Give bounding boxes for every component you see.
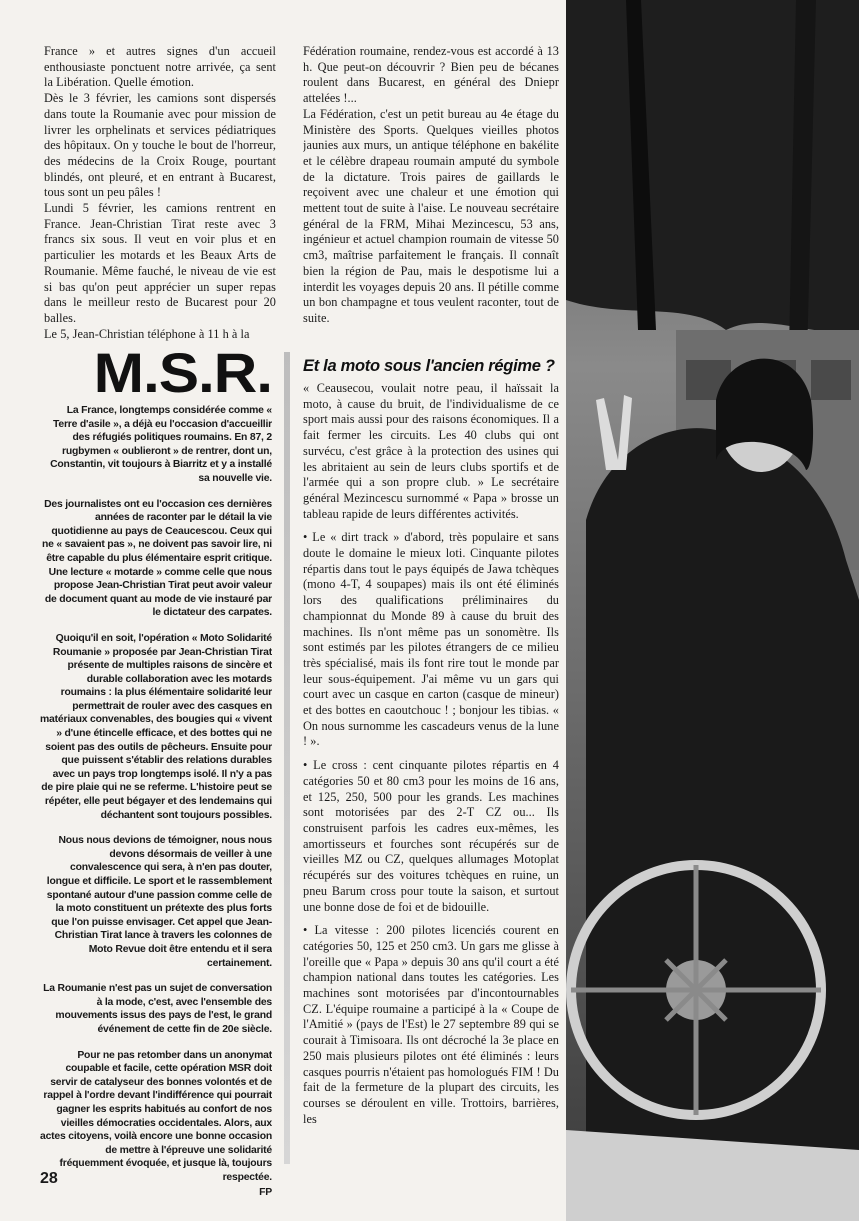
photo-illustration <box>566 0 859 1221</box>
sidebar-paragraph: Nous nous devions de témoigner, nous nous devons désormais de veiller à une convalescence qui sera, à n'en pas douter, longue et difficile. Le sport et le rassemblement spontané autour d'une passion comme celle de la moto constituent un prétexte des plus forts que l'on puisse envisager. Cet appel que Jean-Christian Tirat lance à travers les colonnes de Moto Revue doit être entendu et il sera certainement. <box>46 835 272 969</box>
middle-column-text <box>303 44 559 327</box>
paragraph: • Le « dirt track » d'abord, très populaire et sans doute le domaine le mieux loti. Cinquante pilotes répartis dans tout le pays équipés de Jawa tchèques (mono 4-T, 4 soupapes) mais ils ont été éliminés lors des qualifications préliminaires du championnat du Monde 89 à cause du bruit des machines. Ils n'ont même pas un sonomètre. Ils sont estimés par les pilotes étrangers de ce milieu très spécialisé, mais ils font rire tout le monde par leur sous-équipement. J'ai même vu un gars qui court avec un casque en carton (casque de mineur) et des bottes en caoutchouc ! ; bonjour les tibias. « On nous surnomme les cascadeurs venus de la lune ! ». <box>303 530 559 749</box>
sidebar-paragraph: Quoiqu'il en soit, l'opération « Moto Solidarité Roumanie » proposée par Jean-Christian Tirat présente de multiples raisons de sincère et durable collaboration avec les motards roumains : la plus élémentaire solidarité leur permettrait de rouler avec des casques en matériaux convenables, des bougies qui « vivent » d'une étincelle efficace, et des bottes qui ne soient pas des outils de pêcheurs. Ensuite pour que puissent s'établir des relations durables avec un pays trop longtemps isolé. Il n'y a pas de pire plaie qui ne se referme. L'histoire peut se répéter, elle peut bégayer et des lendemains qui déchantent sont toujours possibles. <box>40 632 272 821</box>
page-number: 28 <box>40 1170 58 1187</box>
paragraph: Fédération roumaine, rendez-vous est accordé à 13 h. Que peut-on découvrir ? Bien peu de bécanes roulent dans Bucarest, en général des Dniepr attelées !... <box>303 44 559 106</box>
section-body <box>303 381 559 1127</box>
paragraph: Lundi 5 février, les camions rentrent en France. Jean-Christian Tirat reste avec 3 francs six sous. Il veut en voir plus et en particulier les motards et les Beaux Arts de Roumanie. Même fauché, le niveau de vie est si bas qu'on peut apprécier un super repas dans le meilleur resto de Bucarest pour 20 balles. <box>44 201 276 325</box>
sidebar-title: M.S.R. <box>93 341 272 404</box>
paragraph: • Le cross : cent cinquante pilotes répartis en 4 catégories 50 et 80 cm3 pour les moins de 16 ans, et 125, 250, 500 pour les grands. Les machines sont motorisées par des 2-T CZ ou... Ils construisent parfois les cadres eux-mêmes, les amortisseurs et fourches sont récupérés sur de vieilles MZ ou CZ, quelques allumages Motoplat récupérés sur des voitures tchèques en ruine, un pneu Barum cross pour toute la saison, et surtout une bonne dose de foi et de bidouille. <box>303 758 559 914</box>
paragraph: Le 5, Jean-Christian téléphone à 11 h à la <box>44 326 250 341</box>
sidebar-signature: FP <box>259 1187 272 1199</box>
paragraph: France » et autres signes d'un accueil enthousiaste ponctuent notre arrivée, ça sent la Libération. Quelle émotion. <box>44 44 276 90</box>
paragraph: • La vitesse : 200 pilotes licenciés courent en catégories 50, 125 et 250 cm3. Un gars me glisse à l'oreille que « Papa » depuis 30 ans qu'il court a été champion national dans toutes les catégories. Les machines sont motorisées par d'incontournables CZ. L'équipe roumaine a participé à la « Coupe de l'Amitié » (pays de l'Est) le 27 septembre 89 qui se courait à Timisoara. Ils ont décroché la 3e place en 250 mais plusieurs pilotes ont été éliminés : leurs casques pourris n'étaient pas homologués FIM ! Du fait de la fermeture de la plupart des circuits, les courses se déroulent en ville. Trottoirs, barrières, les <box>303 923 559 1126</box>
photo-motorcyclist <box>566 0 859 1221</box>
sidebar-paragraph: La France, longtemps considérée comme « Terre d'asile », a déjà eu l'occasion d'accueillir des réfugiés politiques roumains. En 87, 2 rugbymen « oublieront » de rentrer, dont un, Constantin, vit toujours à Biarritz et y a installé sa nouvelle vie. <box>50 405 272 484</box>
sidebar-body <box>40 404 272 1212</box>
paragraph: Dès le 3 février, les camions sont dispersés dans toute la Roumanie avec pour mission de livrer les orphelinats et services pédiatriques des hôpitaux. On y touche le bout de l'horreur, des médecins de la Croix Rouge, pourtant blindés, ont pleuré, et en entrant à Bucarest, tous sont un peu pâles ! <box>44 91 276 200</box>
paragraph: La Fédération, c'est un petit bureau au 4e étage du Ministère des Sports. Quelques vieilles photos jaunies aux murs, un antique téléphone en bakélite et le célèbre drapeau roumain amputé du symbole de la dictature. Trois paires de gaillards le reçoivent avec une chaleur et une émotion qui mettent tout de suite à l'aise. Le nouveau secrétaire général de la FRM, Mihai Mezincescu, 53 ans, ingénieur et actuel champion roumain de vitesse 50 cm3, maîtrise parfaitement le français. Il connaît bien la région de Pau, mais le despotisme lui a interdit les voyages depuis 20 ans. Il pétille comme un bon champagne et tous veulent raconter, tout de suite. <box>303 106 559 325</box>
section-heading: Et la moto sous l'ancien régime ? <box>303 357 555 375</box>
paragraph: « Ceausecou, voulait notre peau, il haïssait la moto, à cause du bruit, de l'individualisme de ce sport mais aussi pour des raisons économiques. Il a fait fermer les circuits. Les 40 clubs qui ont survécu, c'est grâce à la protection des usines qui les abritaient au sein de leurs clubs sportifs et de l'armée qui a son propre club. » Le secrétaire général Mezincescu surnommé « Papa » brosse un tableau rapide de leurs différentes activités. <box>303 381 559 521</box>
sidebar-divider <box>284 352 290 1164</box>
sidebar-paragraph: La Roumanie n'est pas un sujet de conversation à la mode, c'est, avec l'ensemble des mouvements issus des pays de l'est, le grand événement de cette fin de 20e siècle. <box>43 983 272 1035</box>
left-column-text <box>44 44 276 342</box>
sidebar-paragraph: Des journalistes ont eu l'occasion ces dernières années de raconter par le détail la vie quotidienne au pays de Ceaucescou. Ceux qui ne « savaient pas », ne doivent pas savoir lire, ni être capable du plus élémentaire esprit critique. Une lecture « motarde » comme celle que nous propose Jean-Christian Tirat peut avoir valeur de document quant au mode de vie instauré par le dictateur des carpates. <box>41 498 272 619</box>
sidebar-paragraph: Pour ne pas retomber dans un anonymat coupable et facile, cette opération MSR doit servir de catalyseur des bonnes volontés et de rappel à l'ordre devant l'indifférence qui pourrait gagner les esprits habitués au confort de nos vieilles démocraties occidentales. Alors, aux actes citoyens, voilà encore une bonne occasion de mettre à l'épreuve une solidarité fréquemment évoquée, et jusque là, toujours respectée. <box>40 1049 272 1183</box>
